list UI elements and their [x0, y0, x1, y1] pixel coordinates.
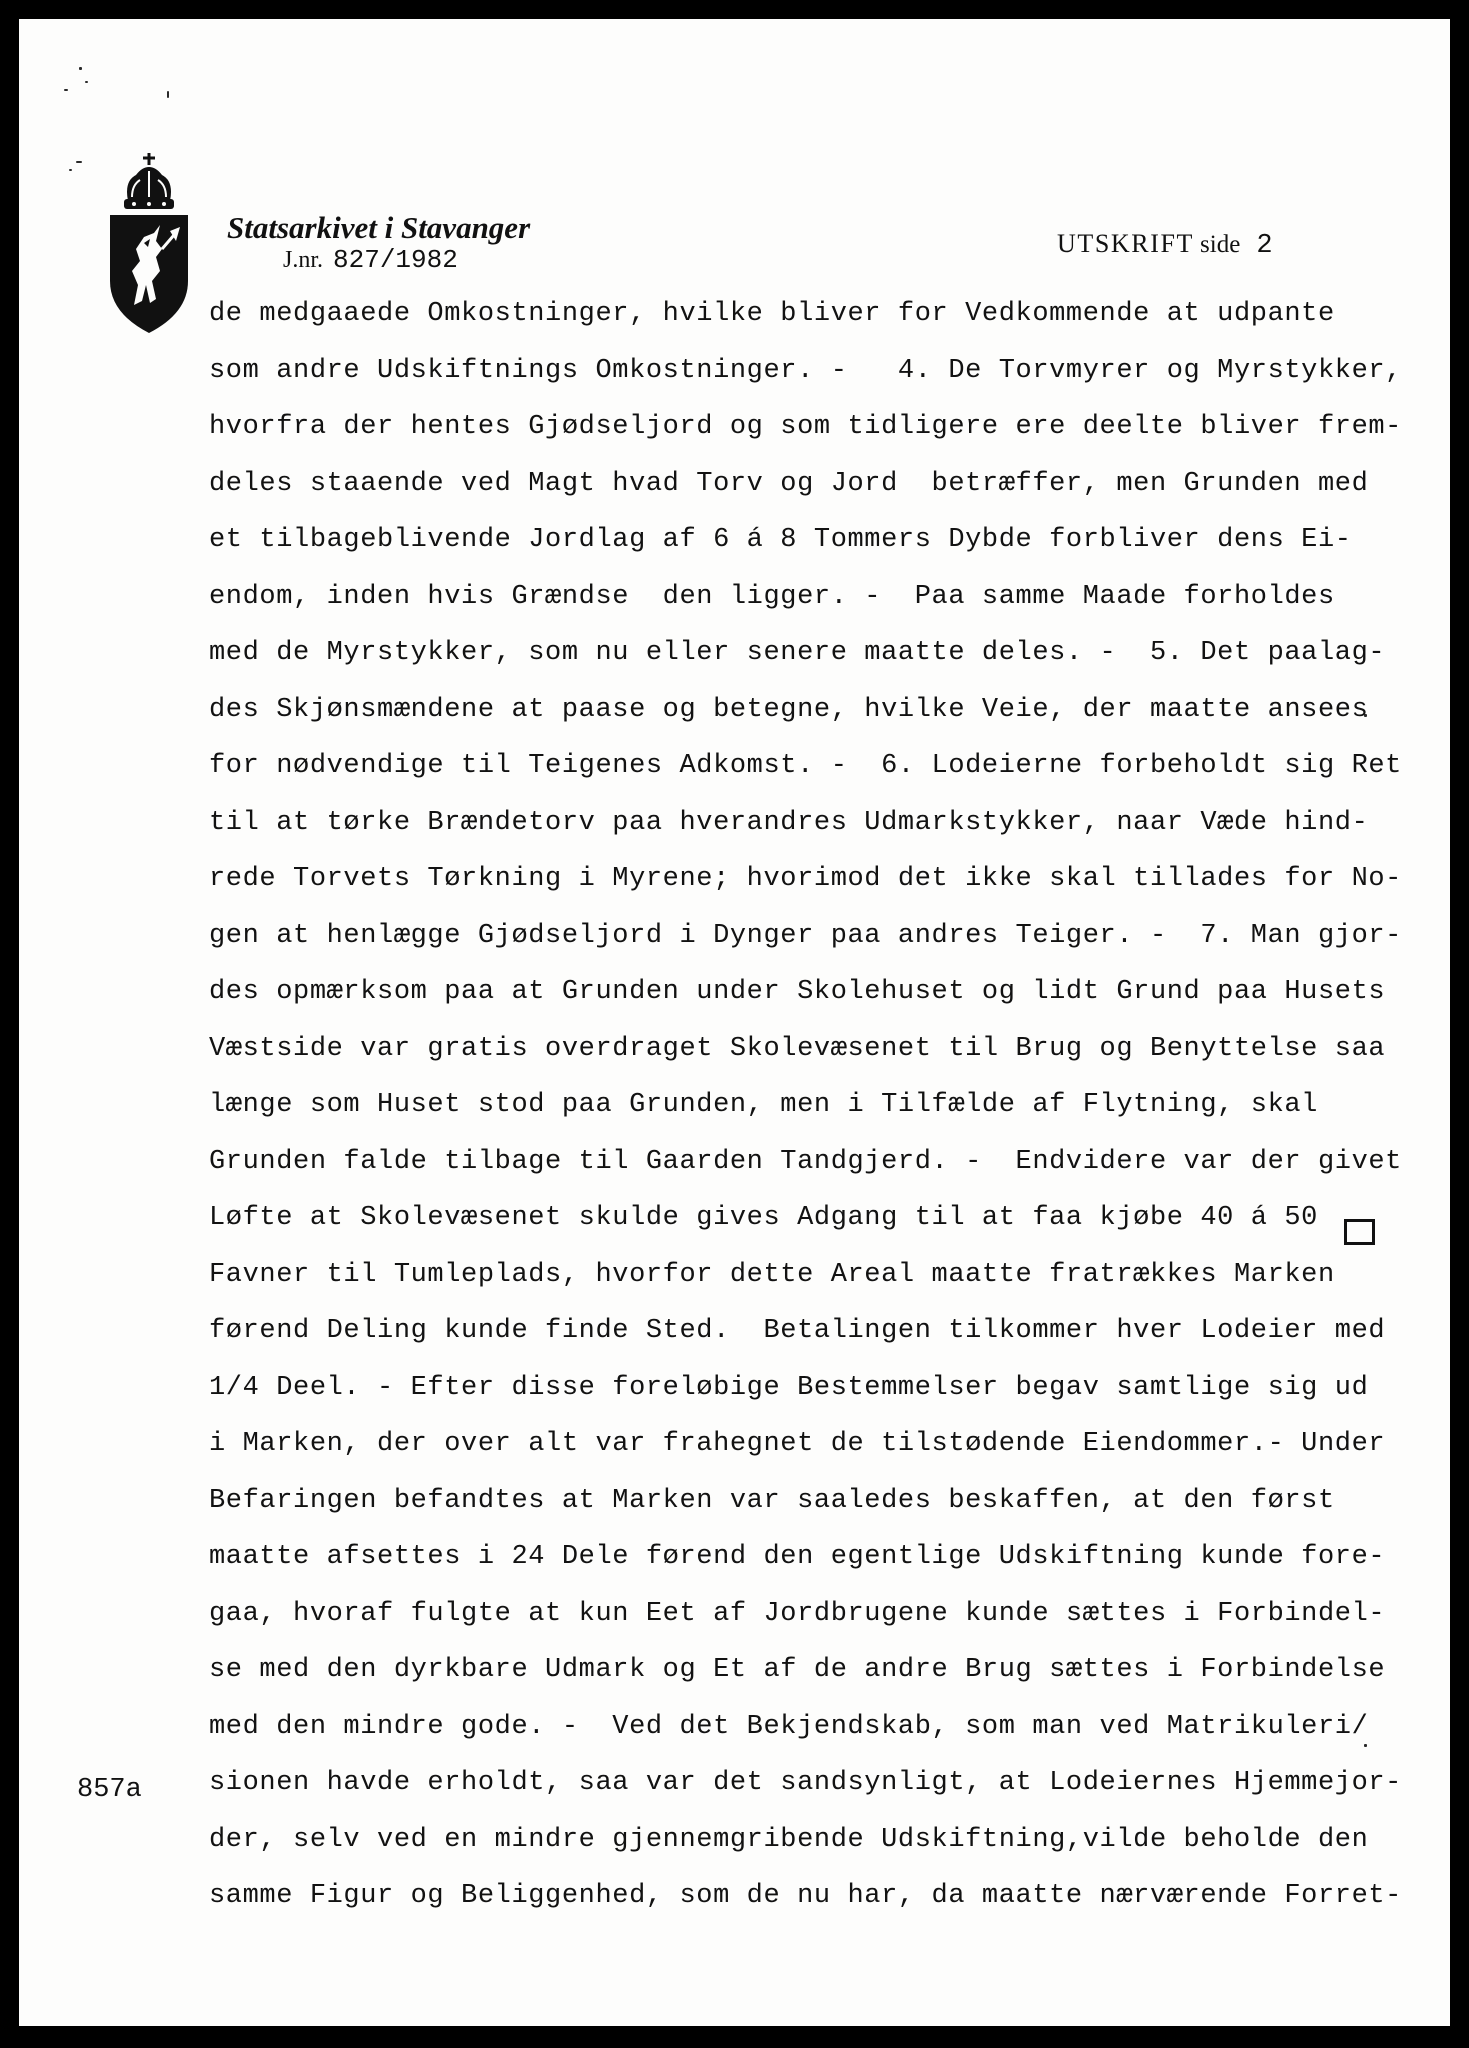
text-line: med den mindre gode. - Ved det Bekjendskab, som man ved Matrikuleri/ [209, 1711, 1369, 1742]
text-line: hvorfra der hentes Gjødseljord og som tidligere ere deelte bliver frem- [209, 412, 1402, 442]
transcript-page-label [1057, 229, 1273, 261]
text-line: maatte afsettes i 24 Dele førend den egentlige Udskiftning kunde fore- [209, 1542, 1386, 1572]
text-line: se med den dyrkbare Udmark og Et af de andre Brug sættes i Forbindelse [209, 1655, 1386, 1685]
transcript-body [209, 294, 1402, 1933]
text-line: for nødvendige til Teigenes Adkomst. - 6. Lodeierne forbeholdt sig Ret [209, 751, 1402, 781]
text-line: 1/4 Deel. - Efter disse foreløbige Bestemmelser begav samtlige sig ud [209, 1372, 1369, 1403]
text-line: samme Figur og Beliggenhed, som de nu har, da maatte nærværende Forret- [209, 1881, 1402, 1911]
text-line: Løfte at Skolevæsenet skulde gives Adgang til at faa kjøbe 40 á 50 [209, 1203, 1318, 1233]
text-line: til at tørke Brændetorv paa hverandres Udmarkstykker, naar Væde hind- [209, 807, 1369, 838]
journal-number [283, 245, 458, 275]
text-line: deles staaende ved Magt hvad Torv og Jord betræffer, men Grunden med [209, 468, 1369, 499]
text-line: Grunden falde tilbage til Gaarden Tandgjerd. - Endvidere var der givet [209, 1146, 1402, 1177]
transcript-label: UTSKRIFT [1057, 229, 1195, 258]
text-line: som andre Udskiftnings Omkostninger. - 4. De Torvmyrer og Myrstykker, [209, 355, 1402, 386]
norwegian-coat-of-arms-icon [110, 153, 192, 333]
page-number: 2 [1256, 231, 1273, 261]
text-line: med de Myrstykker, som nu eller senere maatte deles. - 5. Det paalag- [209, 638, 1386, 668]
text-line: Favner til Tumleplads, hvorfor dette Areal maatte fratrækkes Marken [209, 1259, 1335, 1290]
text-line: Befaringen befandtes at Marken var saaledes beskaffen, at den først [209, 1485, 1335, 1516]
archive-name: Statsarkivet i Stavanger [227, 210, 531, 245]
margin-note: 857a [77, 1775, 142, 1805]
journal-number-value: 827/1982 [333, 245, 458, 275]
text-line: des Skjønsmændene at paase og betegne, hvilke Veie, der maatte ansees [209, 694, 1369, 725]
text-line: i Marken, der over alt var frahegnet de tilstødende Eiendommer.- Under [209, 1429, 1386, 1459]
text-line: rede Torvets Tørkning i Myrene; hvorimod det ikke skal tillades for No- [209, 864, 1402, 894]
text-line: førend Deling kunde finde Sted. Betalingen tilkommer hver Lodeier med [209, 1316, 1386, 1346]
side-label: side [1200, 231, 1241, 258]
text-line: Væstside var gratis overdraget Skolevæsenet til Brug og Benyttelse saa [209, 1033, 1386, 1064]
text-line: gen at henlægge Gjødseljord i Dynger paa andres Teiger. - 7. Man gjor- [209, 920, 1402, 951]
text-line: der, selv ved en mindre gjennemgribende Udskiftning,vilde beholde den [209, 1824, 1369, 1855]
text-line: endom, inden hvis Grændse den ligger. - Paa samme Maade forholdes [209, 581, 1335, 612]
text-line: gaa, hvoraf fulgte at kun Eet af Jordbrugene kunde sættes i Forbindel- [209, 1598, 1386, 1629]
text-line: et tilbageblivende Jordlag af 6 á 8 Tommers Dybde forbliver dens Ei- [209, 525, 1352, 555]
handwritten-box-mark [1344, 1219, 1375, 1245]
document-page [19, 19, 1450, 2026]
text-line: de medgaaede Omkostninger, hvilke bliver for Vedkommende at udpante [209, 299, 1335, 329]
text-line: længe som Huset stod paa Grunden, men i Tilfælde af Flytning, skal [209, 1090, 1318, 1120]
text-line: sionen havde erholdt, saa var det sandsynligt, at Lodeiernes Hjemmejor- [209, 1768, 1402, 1798]
journal-number-label: J.nr. [283, 247, 324, 273]
text-line: des opmærksom paa at Grunden under Skolehuset og lidt Grund paa Husets [209, 977, 1386, 1007]
